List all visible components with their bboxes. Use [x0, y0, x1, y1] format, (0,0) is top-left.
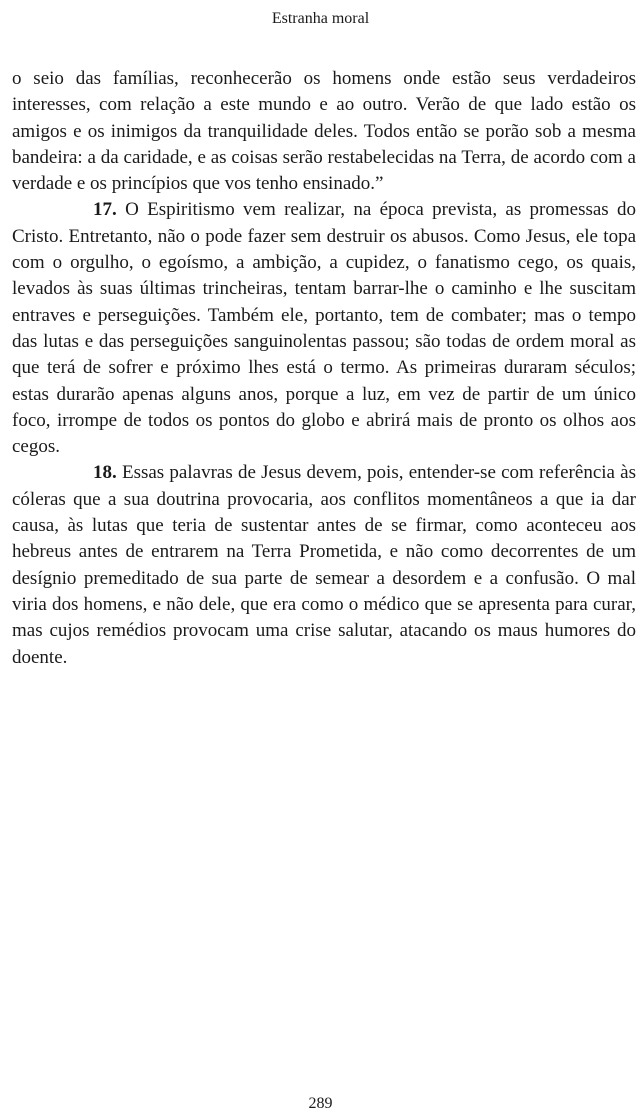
paragraph-number: 17. [93, 199, 117, 221]
paragraph-18 [12, 460, 636, 670]
paragraph-text: Essas palavras de Jesus devem, pois, entender-se com referência às cóleras que a sua doutrina provocaria, aos conflitos momentâneos a que ia dar causa, às lutas que teria de sustentar antes de se firmar, como aconteceu aos hebreus antes de entrarem na Terra Prometida, e não como decorrentes de um desígnio premeditado de sua parte de semear a desordem e a confusão. O mal viria dos homens, e não dele, que era como o médico que se apresenta para curar, mas cujos remédios provocam uma crise salutar, atacando os maus humores do doente. [12, 462, 637, 668]
paragraph-continuation [12, 66, 636, 197]
paragraph-number: 18. [93, 462, 117, 484]
page-number: 289 [308, 1095, 333, 1112]
running-head-title: Estranha moral [271, 10, 370, 27]
paragraph-text: O Espiritismo vem realizar, na época prevista, as promessas do Cristo. Entretanto, não o pode fazer sem destruir os abusos. Como Jesus, ele topa com o orgulho, o egoísmo, a ambição, a cupidez, o fanatismo cego, os quais, levados às suas últimas trincheiras, tentam barrar-lhe o caminho e lhe suscitam entraves e perseguições. Também ele, portanto, tem de combater; mas o tempo das lutas e das perseguições sanguinolentas passou; são todas de ordem moral as que terá de sofrer e próximo lhes está o termo. As primeiras duraram séculos; estas durarão apenas alguns anos, porque a luz, em vez de partir de um único foco, irrompe de todos os pontos do globo e abrirá mais de pronto os olhos aos cegos. [12, 199, 637, 458]
paragraph-17 [12, 197, 636, 460]
paragraph-text: o seio das famílias, reconhecerão os homens onde estão seus verdadeiros interesses, com relação a este mundo e ao outro. Verão de que lado estão os amigos e os inimigos da tranquilidade deles. Todos então se porão sob a mesma bandeira: a da caridade, e as coisas serão restabelecidas na Terra, de acordo com a verdade e os princípios que vos tenho ensinado.” [12, 68, 636, 195]
page-body [12, 66, 636, 671]
